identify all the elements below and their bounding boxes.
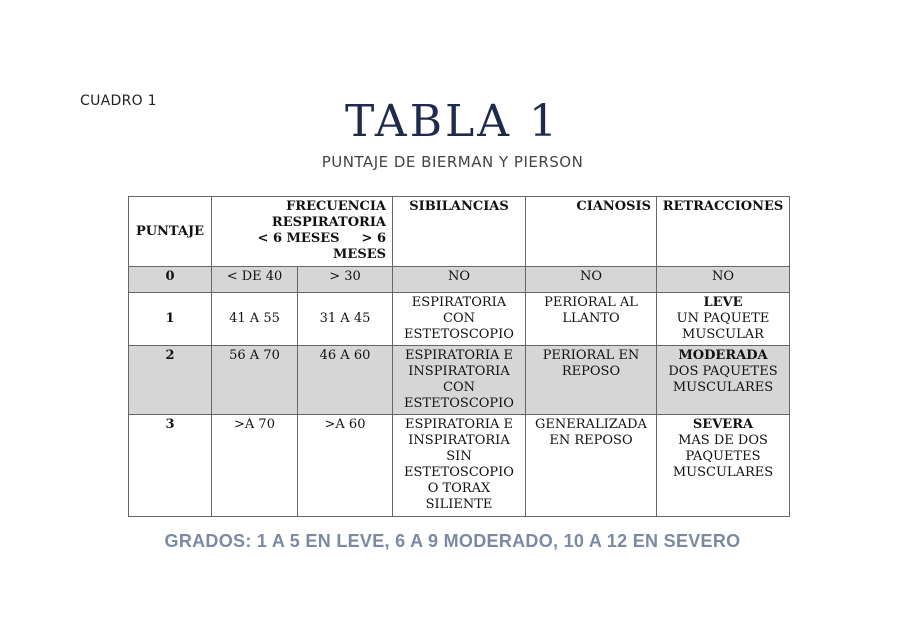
cell-puntaje: 3 (129, 415, 212, 517)
cell-retracciones-line: DOS PAQUETES (668, 364, 778, 379)
cell-cianosis (526, 346, 657, 415)
table-row (129, 346, 790, 415)
cell-sibilancias-line: CON (443, 311, 475, 326)
header-frecuencia-ages (217, 231, 386, 247)
cell-sibilancias-line: ESTETOSCOPIO (404, 465, 514, 480)
cell-fr-mayor-6: > 30 (298, 267, 393, 293)
cell-cianosis (526, 293, 657, 346)
cell-retracciones-line: PAQUETES (685, 449, 761, 464)
table-row (129, 415, 790, 517)
cell-retracciones-line: MUSCULAR (682, 327, 764, 342)
cell-retracciones-line: MUSCULARES (672, 465, 774, 480)
header-mayor-6: > 6 (361, 231, 386, 246)
cell-sibilancias-line: NO (447, 269, 471, 284)
cell-retracciones (657, 293, 790, 346)
header-puntaje: PUNTAJE (129, 197, 212, 267)
cell-puntaje: 1 (129, 293, 212, 346)
cell-sibilancias (393, 267, 526, 293)
grados-footer: GRADOS: 1 A 5 EN LEVE, 6 A 9 MODERADO, 10 A 12 EN SEVERO (164, 531, 741, 551)
cell-retracciones (657, 267, 790, 293)
cell-sibilancias-line: SIN (446, 449, 472, 464)
cell-sibilancias-line: SILIENTE (425, 497, 493, 512)
cell-puntaje: 2 (129, 346, 212, 415)
cell-sibilancias (393, 415, 526, 517)
retracciones-grade: LEVE (703, 295, 743, 310)
cell-sibilancias-line: CON (443, 380, 475, 395)
cell-sibilancias-line: ESPIRATORIA E (404, 348, 513, 363)
cell-cianosis-line: GENERALIZADA (535, 417, 647, 432)
cell-cianosis (526, 415, 657, 517)
header-retracciones: RETRACCIONES (657, 197, 790, 267)
cell-cianosis-line: NO (579, 269, 603, 284)
table-header-row (129, 197, 790, 267)
header-cianosis: CIANOSIS (526, 197, 657, 267)
cell-sibilancias-line: INSPIRATORIA (408, 364, 510, 379)
cell-fr-menor-6: 56 A 70 (212, 346, 298, 415)
page-title: TABLA 1 (344, 96, 561, 147)
header-frecuencia-line1: FRECUENCIA (286, 199, 386, 214)
page-subtitle: PUNTAJE DE BIERMAN Y PIERSON (321, 153, 584, 171)
cell-sibilancias (393, 346, 526, 415)
cell-retracciones-line: MAS DE DOS (678, 433, 768, 448)
cell-cianosis-line: REPOSO (561, 364, 621, 379)
header-frecuencia (212, 197, 393, 267)
cell-sibilancias-line: ESTETOSCOPIO (404, 327, 514, 342)
header-sibilancias: SIBILANCIAS (393, 197, 526, 267)
cell-sibilancias-line: INSPIRATORIA (408, 433, 510, 448)
cell-retracciones (657, 346, 790, 415)
cell-cianosis-line: EN REPOSO (549, 433, 633, 448)
cell-retracciones-line: MUSCULARES (672, 380, 774, 395)
cell-sibilancias-line: O TORAX (427, 481, 491, 496)
cell-fr-menor-6: >A 70 (212, 415, 298, 517)
cell-cianosis-line: PERIORAL AL (544, 295, 638, 310)
header-menor-6-meses: < 6 MESES (257, 231, 340, 246)
header-frecuencia-line2: RESPIRATORIA (271, 215, 386, 230)
cell-fr-mayor-6: >A 60 (298, 415, 393, 517)
table-row (129, 293, 790, 346)
header-meses: MESES (333, 247, 386, 262)
cell-sibilancias (393, 293, 526, 346)
cell-fr-menor-6: 41 A 55 (212, 293, 298, 346)
retracciones-grade: MODERADA (678, 348, 768, 363)
cell-retracciones-line: UN PAQUETE (676, 311, 770, 326)
cell-puntaje: 0 (129, 267, 212, 293)
cell-sibilancias-line: ESTETOSCOPIO (404, 396, 514, 411)
bierman-pierson-table (128, 196, 790, 517)
cuadro-label: CUADRO 1 (80, 93, 157, 109)
cell-retracciones-line: NO (711, 269, 735, 284)
retracciones-grade: SEVERA (692, 417, 754, 432)
cell-cianosis (526, 267, 657, 293)
cell-sibilancias-line: ESPIRATORIA (411, 295, 507, 310)
cell-retracciones (657, 415, 790, 517)
cell-fr-menor-6: < DE 40 (212, 267, 298, 293)
cell-fr-mayor-6: 31 A 45 (298, 293, 393, 346)
table-row (129, 267, 790, 293)
cell-cianosis-line: LLANTO (562, 311, 620, 326)
cell-fr-mayor-6: 46 A 60 (298, 346, 393, 415)
cell-sibilancias-line: ESPIRATORIA E (404, 417, 513, 432)
cell-cianosis-line: PERIORAL EN (542, 348, 640, 363)
